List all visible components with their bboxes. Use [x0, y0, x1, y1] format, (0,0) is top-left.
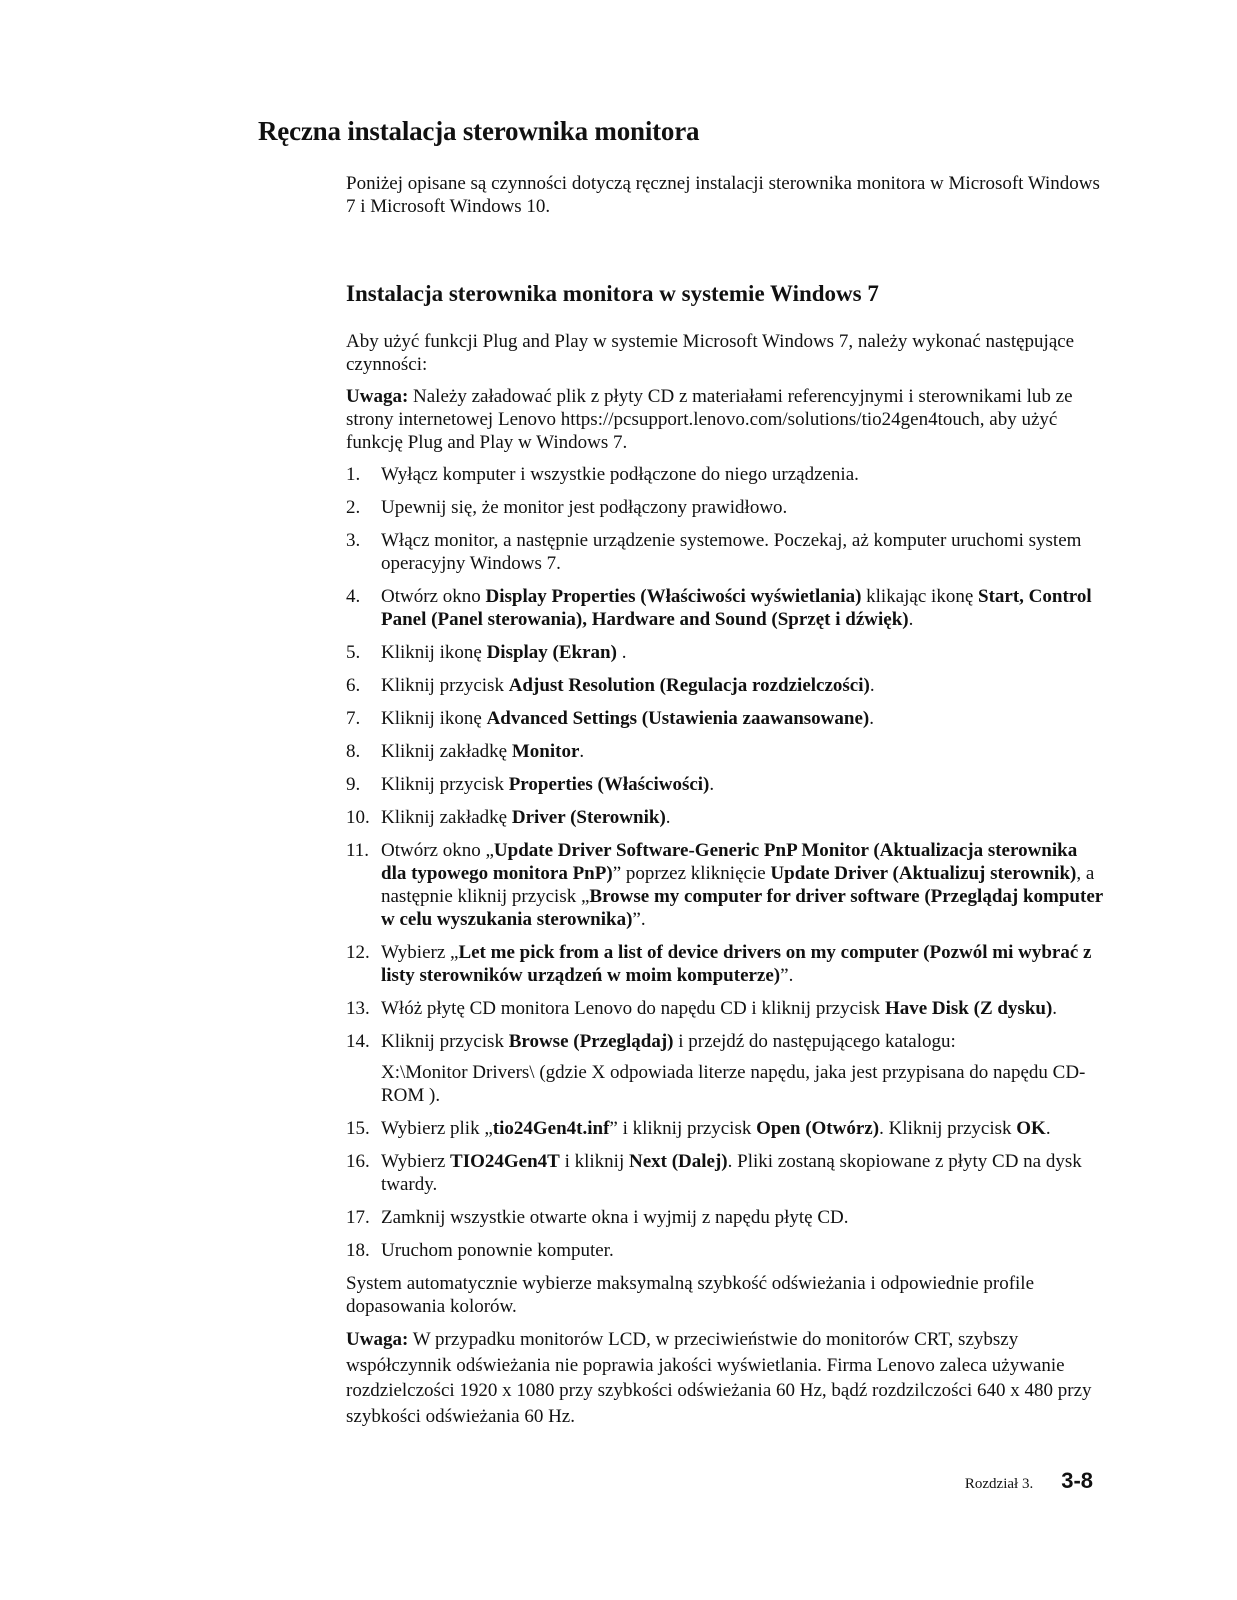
- list-item: [346, 463, 1106, 486]
- page-title: Ręczna instalacja sterownika monitora: [258, 116, 700, 146]
- closing-paragraph: System automatycznie wybierze maksymalną szybkość odświeżania i odpowiednie profile dopasowania kolorów.: [346, 1273, 1035, 1317]
- step-text-run: .: [665, 807, 671, 828]
- list-item: [346, 806, 1106, 829]
- step-text-run: Wybierz „: [381, 942, 459, 963]
- step-number: 2.: [346, 497, 361, 518]
- step-text-run: . Pliki zostaną skopiowane z płyty CD na dysk twardy.: [381, 1151, 1082, 1195]
- step-text: [381, 839, 1106, 931]
- step-number: 10.: [346, 807, 370, 828]
- step-emphasis: Update Driver (Aktualizuj sterownik): [770, 863, 1077, 884]
- step-number: 18.: [346, 1240, 370, 1261]
- step-text: [381, 496, 1106, 519]
- step-emphasis: Driver (Sterownik): [511, 807, 666, 828]
- step-emphasis: Have Disk (Z dysku): [884, 998, 1053, 1019]
- step-text: [381, 997, 1106, 1020]
- final-note-text: W przypadku monitorów LCD, w przeciwieństwie do monitorów CRT, szybszy współczynnik odświeżania nie poprawia jakości wyświetlania. Firma Lenovo zaleca używanie rozdzielczości 1920 x 1080 przy szybkości odświeżania 60 Hz, bądź rozdzilczości 640 x 480 przy szybkości odświeżania 60 Hz.: [346, 1329, 1092, 1427]
- step-number: 17.: [346, 1207, 370, 1228]
- step-text-run: Wybierz plik „: [381, 1118, 493, 1139]
- step-text: [381, 1150, 1106, 1196]
- step-text-run: Kliknij ikonę: [381, 708, 487, 729]
- step-emphasis: Next (Dalej): [628, 1151, 728, 1172]
- step-text-run: Kliknij zakładkę: [381, 807, 512, 828]
- step-text: [381, 1117, 1106, 1140]
- note-paragraph: [346, 385, 1106, 454]
- step-emphasis: Display (Ekran): [486, 642, 617, 663]
- step-number: 5.: [346, 642, 361, 663]
- step-text-run: Uruchom ponownie komputer.: [381, 1240, 614, 1261]
- step-text-run: .: [869, 708, 874, 729]
- step-text-run: i kliknij: [559, 1151, 629, 1172]
- step-directory-path: X:\Monitor Drivers\ (gdzie X odpowiada literze napędu, jaka jest przypisana do napędu CD-ROM ).: [381, 1062, 1086, 1106]
- final-note-label: Uwaga:: [346, 1329, 409, 1350]
- step-emphasis: OK: [1016, 1118, 1046, 1139]
- step-number: 7.: [346, 708, 361, 729]
- list-item: [346, 941, 1106, 987]
- step-text-run: .: [1052, 998, 1058, 1019]
- step-text-run: Kliknij przycisk: [381, 675, 509, 696]
- step-text-run: Zamknij wszystkie otwarte okna i wyjmij z napędu płytę CD.: [381, 1207, 849, 1228]
- note-text: Należy załadować plik z płyty CD z materiałami referencyjnymi i sterownikami lub ze strony internetowej Lenovo https://pcsupport.lenovo.com/solutions/tio24gen4touch, aby użyć funkcję Plug and Play w Windows 7.: [346, 386, 1073, 453]
- list-item: [346, 1206, 1106, 1229]
- step-number: 1.: [346, 464, 361, 485]
- step-number: 12.: [346, 942, 370, 963]
- page-footer: [965, 1468, 1093, 1494]
- list-item: [346, 1239, 1106, 1262]
- step-text-run: Kliknij przycisk: [381, 1031, 509, 1052]
- step-emphasis: Let me pick from a list of device drivers on my computer (Pozwól mi wybrać z listy sterowników urządzeń w moim komputerze): [381, 942, 1092, 986]
- main-content: [346, 172, 1106, 1429]
- step-text-run: Włącz monitor, a następnie urządzenie systemowe. Poczekaj, aż komputer uruchomi system operacyjny Windows 7.: [381, 530, 1082, 574]
- step-text-run: Kliknij ikonę: [381, 642, 487, 663]
- intro-paragraph: Poniżej opisane są czynności dotyczą ręcznej instalacji sterownika monitora w Microsoft Windows 7 i Microsoft Windows 10.: [346, 173, 1100, 217]
- step-text: [381, 463, 1106, 486]
- step-text-run: .: [616, 642, 627, 663]
- step-number: 8.: [346, 741, 361, 762]
- step-emphasis: Adjust Resolution (Regulacja rozdzielczości): [508, 675, 870, 696]
- list-item: [346, 529, 1106, 575]
- step-text-run: ”.: [780, 965, 794, 986]
- final-note-paragraph: [346, 1327, 1106, 1429]
- step-emphasis: Advanced Settings (Ustawienia zaawansowane): [486, 708, 870, 729]
- step-text-run: .: [709, 774, 715, 795]
- step-text-run: klikając ikonę: [861, 586, 979, 607]
- step-text-run: Kliknij zakładkę: [381, 741, 512, 762]
- step-text: [381, 740, 1106, 763]
- step-number: 13.: [346, 998, 370, 1019]
- list-item: [346, 1030, 1106, 1107]
- step-number: 14.: [346, 1031, 370, 1052]
- step-text-run: . Kliknij przycisk: [879, 1118, 1017, 1139]
- step-text: [381, 1239, 1106, 1262]
- steps-list: [346, 463, 1106, 1262]
- step-text: [381, 806, 1106, 829]
- step-emphasis: TIO24Gen4T: [450, 1151, 560, 1172]
- step-emphasis: Start, Control Panel (Panel sterowania), Hardware and Sound (Sprzęt i dźwięk): [381, 586, 1092, 630]
- step-text: [381, 674, 1106, 697]
- step-number: 16.: [346, 1151, 370, 1172]
- footer-chapter: Rozdział 3.: [964, 1476, 1034, 1492]
- list-item: [346, 641, 1106, 664]
- step-text-run: Wybierz: [381, 1151, 451, 1172]
- list-item: [346, 773, 1106, 796]
- section-title: Instalacja sterownika monitora w systemie Windows 7: [346, 281, 879, 306]
- step-text: [381, 529, 1106, 575]
- step-text: [381, 1030, 1106, 1053]
- list-item: [346, 997, 1106, 1020]
- step-number: 15.: [346, 1118, 370, 1139]
- step-text-run: ”.: [632, 909, 646, 930]
- list-item: [346, 839, 1106, 931]
- step-text-run: .: [869, 675, 875, 696]
- list-item: [346, 707, 1106, 730]
- step-text-run: ” i kliknij przycisk: [609, 1118, 757, 1139]
- step-text-run: .: [579, 741, 585, 762]
- step-text-run: Kliknij przycisk: [381, 774, 509, 795]
- step-text: [381, 641, 1106, 664]
- note-label: Uwaga:: [346, 386, 409, 407]
- step-text-run: Otwórz okno: [381, 586, 486, 607]
- page-number: 3-8: [1061, 1468, 1093, 1493]
- step-text: [381, 707, 1106, 730]
- step-emphasis: Properties (Właściwości): [508, 774, 710, 795]
- step-emphasis: Update Driver Software-Generic PnP Monitor (Aktualizacja sterownika dla typowego monitora PnP): [381, 840, 1078, 884]
- lead-paragraph: Aby użyć funkcji Plug and Play w systemie Microsoft Windows 7, należy wykonać następujące czynności:: [346, 331, 1075, 375]
- list-item: [346, 740, 1106, 763]
- step-emphasis: Display Properties (Właściwości wyświetlania): [485, 586, 862, 607]
- step-number: 3.: [346, 530, 361, 551]
- step-text: [381, 585, 1106, 631]
- list-item: [346, 585, 1106, 631]
- step-number: 4.: [346, 586, 361, 607]
- list-item: [346, 496, 1106, 519]
- step-text-run: .: [908, 609, 914, 630]
- step-text-run: .: [1045, 1118, 1051, 1139]
- step-emphasis: Monitor: [511, 741, 580, 762]
- list-item: [346, 674, 1106, 697]
- step-text: [381, 773, 1106, 796]
- step-text-run: Upewnij się, że monitor jest podłączony prawidłowo.: [381, 497, 788, 518]
- list-item: [346, 1117, 1106, 1140]
- step-text-run: , a następnie kliknij przycisk „: [381, 863, 1095, 907]
- step-number: 6.: [346, 675, 361, 696]
- step-text: [381, 1206, 1106, 1229]
- step-text-run: Wyłącz komputer i wszystkie podłączone do niego urządzenia.: [381, 464, 859, 485]
- step-number: 11.: [346, 840, 370, 861]
- step-text-run: i przejdź do następującego katalogu:: [673, 1031, 956, 1052]
- step-emphasis: Browse (Przeglądaj): [508, 1031, 674, 1052]
- step-number: 9.: [346, 774, 361, 795]
- list-item: [346, 1150, 1106, 1196]
- step-text-run: Włóż płytę CD monitora Lenovo do napędu CD i kliknij przycisk: [381, 998, 885, 1019]
- step-emphasis: Browse my computer for driver software (Przeglądaj komputer w celu wyszukania sterownika): [381, 886, 1103, 930]
- step-emphasis: tio24Gen4t.inf: [492, 1118, 610, 1139]
- step-text-run: ” poprzez kliknięcie: [612, 863, 771, 884]
- step-text: [381, 941, 1106, 987]
- step-emphasis: Open (Otwórz): [756, 1118, 880, 1139]
- step-text-run: Otwórz okno „: [381, 840, 494, 861]
